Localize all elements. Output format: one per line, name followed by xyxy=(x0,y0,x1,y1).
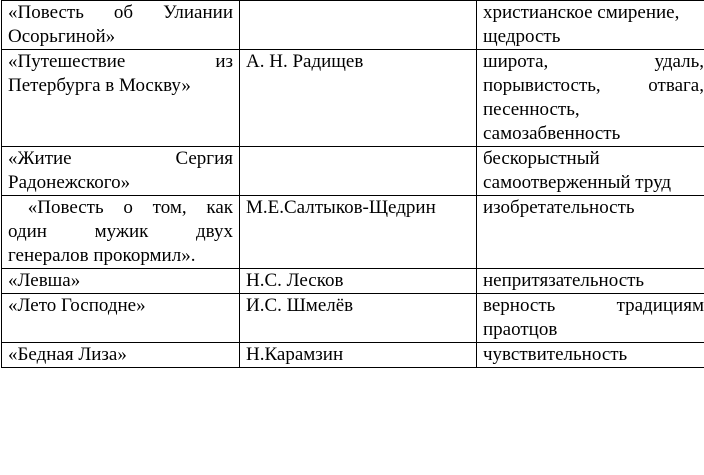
quality-line: щедрость xyxy=(483,26,561,47)
author-name: А. Н. Радищев xyxy=(246,51,364,72)
quality-line: порывистость, отвага, xyxy=(483,75,704,96)
quality-cell xyxy=(477,147,704,196)
table-row xyxy=(2,294,704,343)
author-name: М.Е.Салтыков-Щедрин xyxy=(246,197,436,218)
quality-cell xyxy=(477,269,704,294)
author-cell xyxy=(240,147,477,196)
quality-line: верность традициям xyxy=(483,295,704,316)
quality-line: изобретательность xyxy=(483,197,635,218)
quality-cell xyxy=(477,294,704,343)
quality-line: самозабвенность xyxy=(483,123,621,144)
author-cell xyxy=(240,196,477,269)
work-cell xyxy=(2,294,240,343)
author-cell xyxy=(240,343,477,368)
quality-line: христианское смирение, xyxy=(483,2,680,23)
work-line: «Бедная Лиза» xyxy=(8,344,127,365)
quality-line: чувствительность xyxy=(483,344,628,365)
work-cell xyxy=(2,343,240,368)
quality-line: праотцов xyxy=(483,319,558,340)
quality-line: бескорыстный xyxy=(483,148,600,169)
author-name: Н.С. Лесков xyxy=(246,270,344,291)
author-cell xyxy=(240,50,477,147)
work-line: «Левша» xyxy=(8,270,81,291)
work-line: «Повесть о том, как xyxy=(8,197,233,218)
work-line: Осорьгиной» xyxy=(8,26,116,47)
work-cell xyxy=(2,50,240,147)
quality-line: широта, удаль, xyxy=(483,51,704,72)
quality-cell xyxy=(477,343,704,368)
author-cell xyxy=(240,269,477,294)
quality-line: самоотверженный труд xyxy=(483,172,672,193)
work-cell xyxy=(2,1,240,50)
quality-cell xyxy=(477,50,704,147)
work-line: «Житие Сергия xyxy=(8,148,233,169)
work-cell xyxy=(2,196,240,269)
table-row xyxy=(2,196,704,269)
quality-line: песенность, xyxy=(483,99,580,120)
author-name: Н.Карамзин xyxy=(246,344,344,365)
literature-table xyxy=(1,0,704,368)
author-cell xyxy=(240,1,477,50)
work-line: Петербурга в Москву» xyxy=(8,75,191,96)
work-line: «Путешествие из xyxy=(8,51,233,72)
quality-line: непритязательность xyxy=(483,270,645,291)
table-row xyxy=(2,343,704,368)
author-cell xyxy=(240,294,477,343)
work-line: один мужик двух xyxy=(8,221,233,242)
work-line: «Повесть об Улиании xyxy=(8,2,233,23)
work-cell xyxy=(2,147,240,196)
table-row xyxy=(2,50,704,147)
table-row xyxy=(2,147,704,196)
table-row xyxy=(2,1,704,50)
author-name: И.С. Шмелёв xyxy=(246,295,354,316)
work-line: генералов прокормил». xyxy=(8,245,196,266)
work-cell xyxy=(2,269,240,294)
quality-cell xyxy=(477,196,704,269)
work-line: «Лето Господне» xyxy=(8,295,146,316)
table-row xyxy=(2,269,704,294)
quality-cell xyxy=(477,1,704,50)
work-line: Радонежского» xyxy=(8,172,131,193)
